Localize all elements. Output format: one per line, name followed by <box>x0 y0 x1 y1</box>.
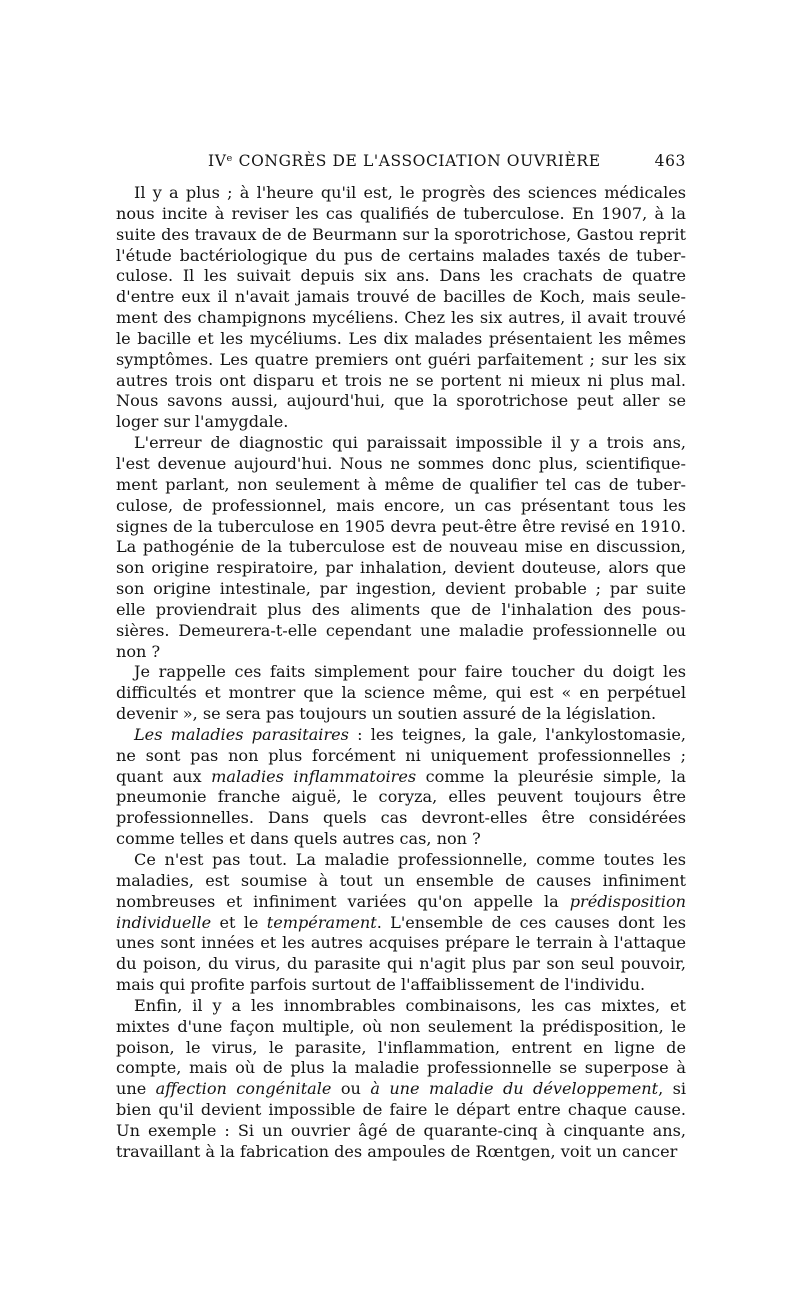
paragraph-2: L'erreur de diagnostic qui paraissait impossible il y a trois ans, l'est devenue aujourd'hui. Nous ne sommes donc plus, scientifiquement parlant, non seulement à même de qualifier tel cas de tuberculose, de professionnel, mais encore, un cas présentant tous les signes de la tuberculose en 1905 devra peut-être être revisé en 1910. La pathogénie de la tuberculose est de nouveau mise en discussion, son origine respiratoire, par inhalation, devient douteuse, alors que son origine intestinale, par ingestion, devient probable ; par suite elle proviendrait plus des aliments que de l'inhalation des poussières. Demeurera-t-elle cependant une maladie professionnelle ou non ? <box>116 433 686 661</box>
italic-term: à une maladie du développement <box>370 1079 659 1099</box>
paragraph-text: comme la pleurésie simple, la pneumonie franche aiguë, le coryza, elles peuvent toujours être professionnelles. Dans quels cas devront-elles être considérées comme telles et dans quels autres cas, non ? <box>116 766 686 849</box>
paragraph-text: Enfin, il y a les innombrables combinaisons, les cas mixtes, et mixtes d'une façon multiple, où non seulement la prédisposition, le poison, le virus, le parasite, l'inflammation, entrent en ligne de compte, mais où de plus la maladie professionnelle se superpose à une <box>116 995 686 1099</box>
paragraph-3: Je rappelle ces faits simplement pour faire toucher du doigt les difficultés et montrer que la science même, qui est « en perpétuel devenir », se sera pas toujours un soutien assuré de la législation. <box>116 662 686 724</box>
italic-term: maladies inflammatoires <box>211 766 417 786</box>
paragraph-text: Ce n'est pas tout. La maladie professionnelle, comme toutes les maladies, est soumise à tout un ensemble de causes infiniment nombreuses et infiniment variées qu'on appelle la <box>116 850 686 911</box>
body-text <box>116 183 686 1163</box>
paragraph-text: : les teignes, la gale, l'ankylostomasie, ne sont pas non plus forcément ni uniquement professionnelles ; quant aux <box>116 724 686 786</box>
paragraph-5 <box>116 850 686 996</box>
paragraph-text: , si bien qu'il devient impossible de faire le départ entre chaque cause. Un exemple : Si un ouvrier âgé de quarante-cinq à cinquante ans, travaillant à la fabrication des ampoules de Rœntgen, voit un cancer <box>116 1079 686 1161</box>
italic-term: tempérament <box>266 912 377 932</box>
italic-term: prédisposition individuelle <box>116 891 686 932</box>
paragraph-text: . L'ensemble de ces causes dont les unes sont innées et les autres acquises prépare le terrain à l'attaque du poison, du virus, du parasite qui n'agit plus par son seul pouvoir, mais qui profite parfois surtout de l'affaiblissement de l'individu. <box>116 912 686 995</box>
italic-term: Les maladies parasitaires <box>134 724 349 744</box>
paragraph-1: Il y a plus ; à l'heure qu'il est, le progrès des sciences médicales nous incite à reviser les cas qualifiés de tuberculose. En 1907, à la suite des travaux de de Beurmann sur la sporotrichose, Gastou reprit l'étude bactériologique du pus de certains malades taxés de tuberculose. Il les suivait depuis six ans. Dans les crachats de quatre d'entre eux il n'avait jamais trouvé de bacilles de Koch, mais seulement des champignons mycéliens. Chez les six autres, il avait trouvé le bacille et les mycéliums. Les dix malades présentaient les mêmes symptômes. Les quatre premiers ont guéri parfaitement ; sur les six autres trois ont disparu et trois ne se portent ni mieux ni plus mal. Nous savons aussi, aujourd'hui, que la sporotrichose peut aller se loger sur l'amygdale. <box>116 183 686 432</box>
page-number: 463 <box>654 152 686 170</box>
paragraph-6 <box>116 996 686 1163</box>
running-head <box>116 152 686 176</box>
running-title: IVᵉ CONGRÈS DE L'ASSOCIATION OUVRIÈRE <box>208 152 601 170</box>
italic-term: affection congénitale <box>155 1079 332 1099</box>
paragraph-4 <box>116 725 686 850</box>
paragraph-text: ou <box>331 1079 371 1099</box>
paragraph-text: et le <box>211 912 267 932</box>
